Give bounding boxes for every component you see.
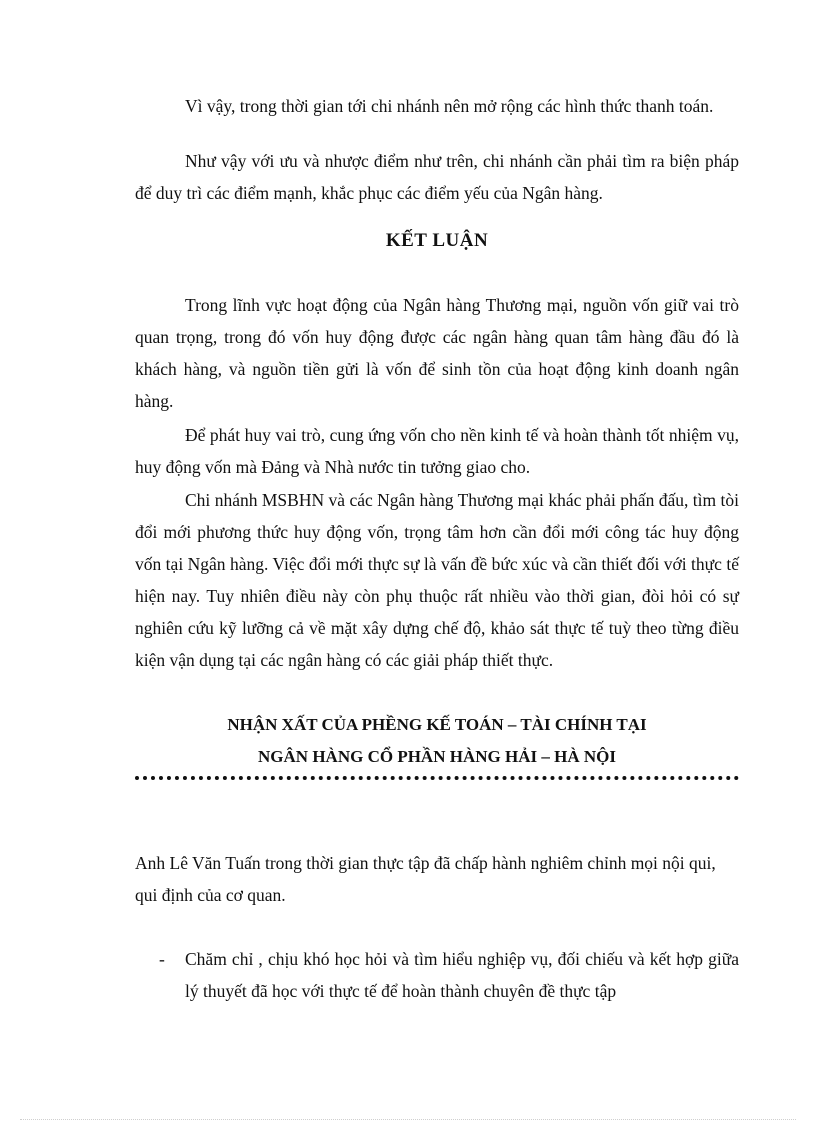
review-heading-line-1: NHẬN XẤT CỦA PHỀNG KẾ TOÁN – TÀI CHÍNH TẠI bbox=[227, 715, 647, 734]
conclusion-paragraph-2: Để phát huy vai trò, cung ứng vốn cho nền kinh tế và hoàn thành tốt nhiệm vụ, huy động vốn mà Đảng và Nhà nước tin tưởng giao cho. bbox=[135, 425, 739, 477]
paragraph-strengths-weaknesses: Như vậy với ưu và nhược điểm như trên, chi nhánh cần phải tìm ra biện pháp để duy trì các điểm mạnh, khắc phục các điểm yếu của Ngân hàng. bbox=[135, 151, 739, 203]
bullet-text: Chăm chỉ , chịu khó học hỏi và tìm hiểu nghiệp vụ, đối chiếu và kết hợp giữa lý thuyết đã học với thực tế để hoàn thành chuyên đề thực tập bbox=[185, 949, 739, 1001]
dotted-separator bbox=[135, 776, 739, 780]
conclusion-heading: KẾT LUẬN bbox=[385, 230, 489, 251]
review-heading bbox=[135, 709, 739, 773]
paragraph-payment-forms: Vì vậy, trong thời gian tới chi nhánh nên mở rộng các hình thức thanh toán. bbox=[185, 96, 714, 116]
page-bottom-border bbox=[20, 1119, 796, 1120]
conclusion-paragraph-3: Chi nhánh MSBHN và các Ngân hàng Thương mại khác phải phấn đấu, tìm tòi đổi mới phương thức huy động vốn, trọng tâm hơn cần đổi mới công tác huy động vốn tại Ngân hàng. Việc đổi mới thực sự là vấn đề bức xúc và cần thiết đối với thực tế hiện nay. Tuy nhiên điều này còn phụ thuộc rất nhiều vào thời gian, đòi hỏi có sự nghiên cứu kỹ lưỡng cả về mặt xây dựng chế độ, khảo sát thực tế tuỳ theo từng điều kiện vận dụng tại các ngân hàng có các giải pháp thiết thực. bbox=[135, 490, 739, 670]
review-heading-line-2: NGÂN HÀNG CỔ PHẦN HÀNG HẢI – HÀ NỘI bbox=[258, 747, 616, 766]
bullet-marker: - bbox=[159, 949, 165, 969]
conclusion-paragraph-1: Trong lĩnh vực hoạt động của Ngân hàng Thương mại, nguồn vốn giữ vai trò quan trọng, trong đó vốn huy động được các ngân hàng quan tâm hàng đầu đó là khách hàng, và nguồn tiền gửi là vốn để sinh tồn của hoạt động kinh doanh ngân hàng. bbox=[135, 295, 739, 411]
review-intro: Anh Lê Văn Tuấn trong thời gian thực tập đã chấp hành nghiêm chỉnh mọi nội qui, qui định của cơ quan. bbox=[135, 853, 716, 905]
